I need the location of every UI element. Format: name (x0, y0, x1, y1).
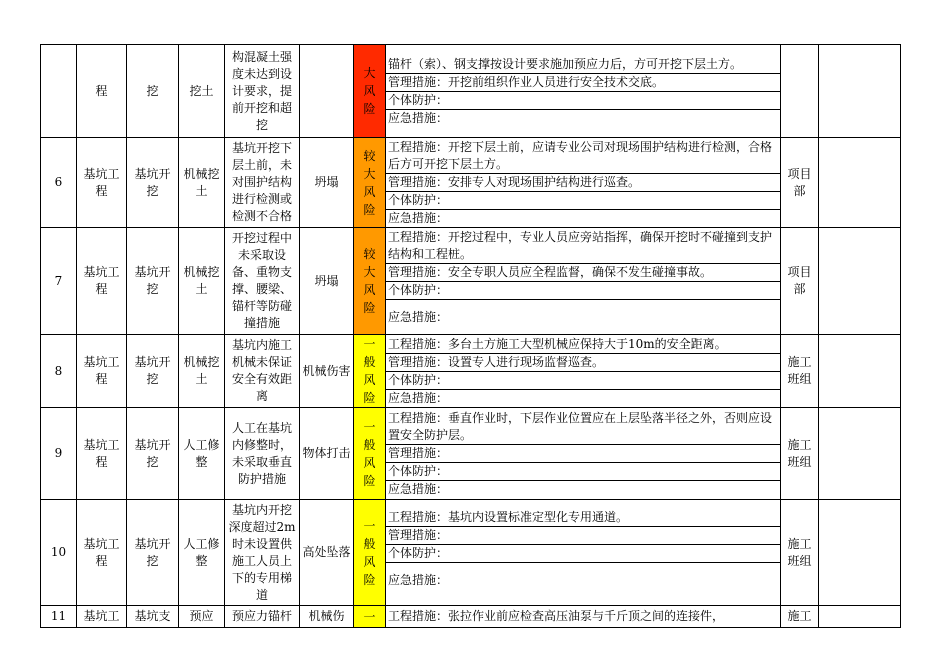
risk-level-label: 较大风险 (363, 247, 376, 315)
work-task: 机械挖土 (179, 138, 225, 228)
measure-line: 管理措施：设置专人进行现场监督巡查。 (385, 354, 781, 372)
accident-type: 坍塌 (300, 228, 354, 335)
measure-line: 应急措施： (388, 572, 449, 587)
row-number: 6 (41, 138, 77, 228)
risk-level (354, 45, 386, 138)
project-name: 基坑工程 (77, 335, 127, 408)
risk-level (354, 408, 386, 500)
work-task: 机械挖土 (179, 228, 225, 335)
control-measures (386, 228, 781, 335)
risk-level (354, 228, 386, 335)
measure-line: 应急措施： (388, 390, 449, 405)
control-measures (386, 45, 781, 138)
risk-level-label: 一般风险 (363, 419, 376, 488)
measure-line: 工程措施：开挖过程中，专业人员应旁站指挥，确保开挖时不碰撞到支护结构和工程桩。 (385, 229, 781, 264)
responsible-dept (781, 45, 819, 138)
accident-type: 坍塌 (300, 138, 354, 228)
hazard-cause: 开挖过程中未采取设备、重物支撑、腰梁、锚杆等防碰撞措施 (225, 228, 300, 335)
row-number: 7 (41, 228, 77, 335)
responsible-dept: 施工班组 (781, 335, 819, 408)
control-measures (386, 335, 781, 408)
measure-line: 个体防护： (385, 92, 781, 110)
measure-line: 管理措施： (385, 527, 781, 545)
control-measures (386, 606, 781, 628)
project-name: 基坑工 (77, 606, 127, 628)
table-row (41, 138, 901, 228)
hazard-cause: 基坑内开挖深度超过2m时未设置供施工人员上下的专用梯道 (225, 500, 300, 606)
row-number: 11 (41, 606, 77, 628)
measure-line: 应急措施： (388, 309, 449, 324)
table-row (41, 606, 901, 628)
accident-type: 机械伤害 (300, 335, 354, 408)
sub-project: 基坑开挖 (127, 138, 179, 228)
row-number: 10 (41, 500, 77, 606)
measure-line: 应急措施： (388, 481, 449, 496)
risk-control-table (40, 44, 901, 628)
risk-level-label: 较大风险 (363, 148, 376, 217)
work-task: 机械挖土 (179, 335, 225, 408)
hazard-cause: 人工在基坑内修整时，未采取垂直防护措施 (225, 408, 300, 500)
project-name: 基坑工程 (77, 500, 127, 606)
remark-cell (819, 228, 901, 335)
control-measures (386, 500, 781, 606)
control-measures (386, 138, 781, 228)
project-name: 基坑工程 (77, 138, 127, 228)
measure-line: 应急措施： (388, 110, 449, 125)
responsible-dept: 施工班组 (781, 408, 819, 500)
accident-type (300, 45, 354, 138)
risk-level-label: 一般风险 (363, 337, 376, 405)
hazard-cause: 基坑内施工机械未保证安全有效距离 (225, 335, 300, 408)
row-number: 9 (41, 408, 77, 500)
remark-cell (819, 500, 901, 606)
risk-level-label: 一 (363, 609, 376, 624)
work-task: 挖土 (179, 45, 225, 138)
measure-line: 工程措施：多台土方施工大型机械应保持大于10m的安全距离。 (385, 336, 781, 354)
risk-level-label: 大风险 (363, 66, 376, 116)
risk-level (354, 138, 386, 228)
measure-line: 个体防护： (385, 463, 781, 481)
measure-line: 工程措施：垂直作业时，下层作业位置应在上层坠落半径之外，否则应设置安全防护层。 (385, 410, 781, 445)
table-body (41, 45, 901, 628)
table-row (41, 228, 901, 335)
table-row (41, 408, 901, 500)
risk-level-label: 一般风险 (363, 518, 376, 587)
measure-line: 管理措施：安全专职人员应全程监督，确保不发生碰撞事故。 (385, 264, 781, 282)
accident-type: 物体打击 (300, 408, 354, 500)
project-name: 程 (77, 45, 127, 138)
measure-line: 管理措施：安排专人对现场围护结构进行巡查。 (385, 174, 781, 192)
work-task: 人工修整 (179, 500, 225, 606)
hazard-cause: 构混凝土强度未达到设计要求，提前开挖和超挖 (225, 45, 300, 138)
measure-line: 管理措施：开挖前组织作业人员进行安全技术交底。 (385, 74, 781, 92)
table-row (41, 500, 901, 606)
row-number (41, 45, 77, 138)
table-row (41, 45, 901, 138)
responsible-dept: 项目部 (781, 228, 819, 335)
sub-project: 基坑开挖 (127, 408, 179, 500)
remark-cell (819, 138, 901, 228)
table-row (41, 335, 901, 408)
risk-level (354, 335, 386, 408)
sub-project: 基坑开挖 (127, 500, 179, 606)
remark-cell (819, 45, 901, 138)
work-task: 预应 (179, 606, 225, 628)
measure-line: 个体防护： (385, 282, 781, 300)
measure-line: 管理措施： (385, 445, 781, 463)
sub-project: 挖 (127, 45, 179, 138)
project-name: 基坑工程 (77, 228, 127, 335)
measure-line: 工程措施：基坑内设置标准定型化专用通道。 (385, 509, 781, 527)
accident-type: 高处坠落 (300, 500, 354, 606)
control-measures (386, 408, 781, 500)
measure-line: 应急措施： (388, 210, 449, 225)
risk-level (354, 606, 386, 628)
measure-line: 个体防护： (385, 545, 781, 563)
measure-line: 个体防护： (385, 372, 781, 390)
measure-line: 工程措施：张拉作业前应检查高压油泵与千斤顶之间的连接件， (388, 609, 725, 623)
remark-cell (819, 606, 901, 628)
work-task: 人工修整 (179, 408, 225, 500)
measure-line: 个体防护： (385, 192, 781, 210)
responsible-dept: 施工班组 (781, 500, 819, 606)
remark-cell (819, 408, 901, 500)
project-name: 基坑工程 (77, 408, 127, 500)
risk-level (354, 500, 386, 606)
row-number: 8 (41, 335, 77, 408)
responsible-dept: 施工 (781, 606, 819, 628)
hazard-cause: 基坑开挖下层土前，未对围护结构进行检测或检测不合格 (225, 138, 300, 228)
hazard-cause: 预应力锚杆 (225, 606, 300, 628)
sub-project: 基坑开挖 (127, 228, 179, 335)
sub-project: 基坑开挖 (127, 335, 179, 408)
measure-line: 工程措施：开挖下层土前，应请专业公司对现场围护结构进行检测，合格后方可开挖下层土方。 (385, 139, 781, 174)
sub-project: 基坑支 (127, 606, 179, 628)
remark-cell (819, 335, 901, 408)
accident-type: 机械伤 (300, 606, 354, 628)
measure-line: 锚杆（索）、钢支撑按设计要求施加预应力后，方可开挖下层土方。 (385, 56, 781, 74)
responsible-dept: 项目部 (781, 138, 819, 228)
